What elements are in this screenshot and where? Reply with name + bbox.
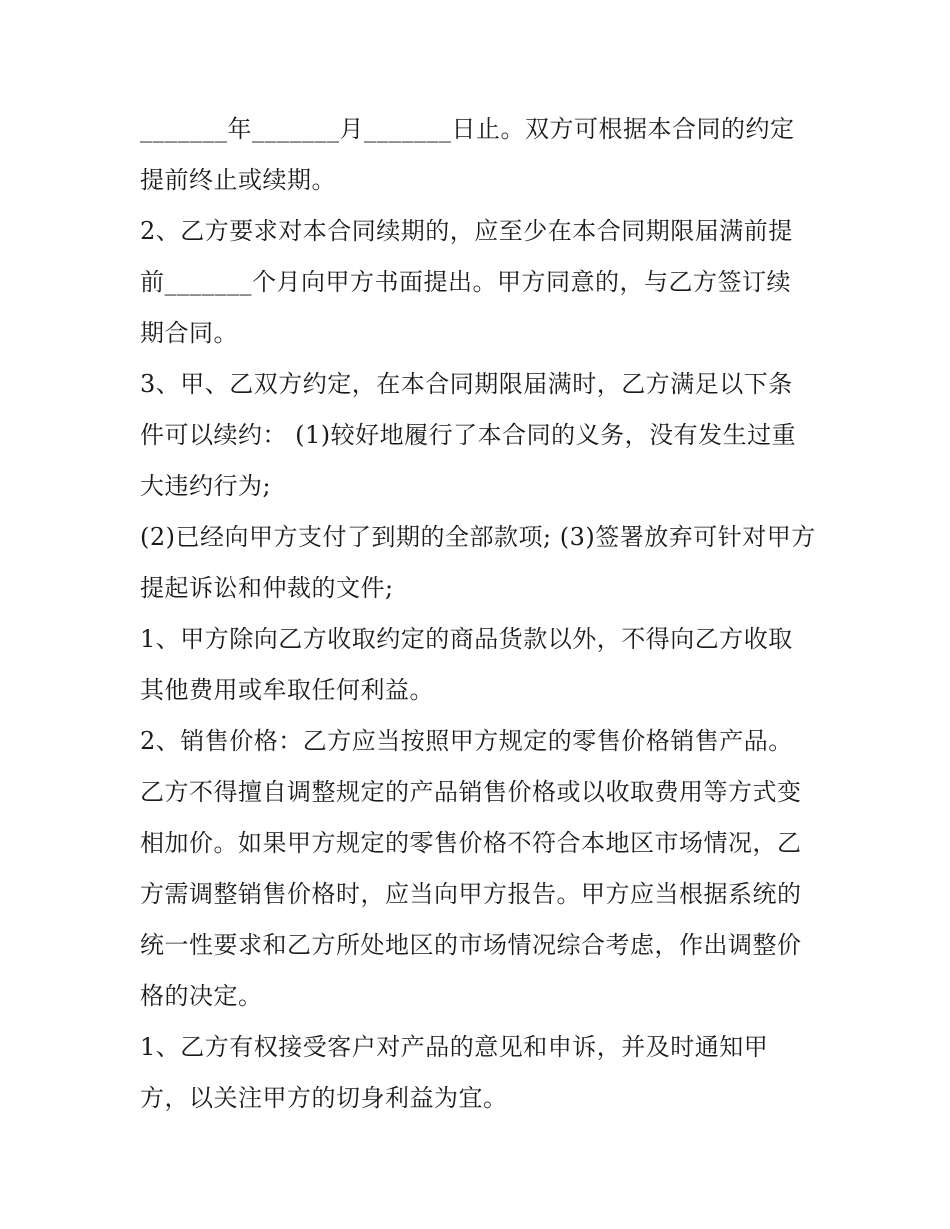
text-line: 乙方不得擅自调整规定的产品销售价格或以收取费用等方式变	[140, 778, 802, 806]
text-line: 提前终止或续期。	[140, 166, 336, 194]
text-line: 2、销售价格：乙方应当按照甲方规定的零售价格销售产品。	[140, 727, 793, 755]
text-line: (2)已经向甲方支付了到期的全部款项; (3)签署放弃可针对甲方	[140, 523, 816, 551]
text-line: 其他费用或牟取任何利益。	[140, 676, 434, 704]
text-line: 2、乙方要求对本合同续期的，应至少在本合同期限届满前提	[140, 217, 793, 245]
text-line: 统一性要求和乙方所处地区的市场情况综合考虑，作出调整价	[140, 931, 802, 959]
text-line: 相加价。如果甲方规定的零售价格不符合本地区市场情况，乙	[140, 829, 802, 857]
text-line: 件可以续约： (1)较好地履行了本合同的义务，没有发生过重	[140, 421, 797, 449]
text-line: 大违约行为;	[140, 472, 272, 500]
text-line: 3、甲、乙双方约定，在本合同期限届满时，乙方满足以下条	[140, 370, 793, 398]
text-line: 期合同。	[140, 319, 238, 347]
text-line: 1、乙方有权接受客户对产品的意见和申诉，并及时通知甲	[140, 1033, 769, 1061]
document-body	[140, 104, 830, 1124]
text-line: 前_______个月向甲方书面提出。甲方同意的，与乙方签订续	[140, 268, 791, 296]
text-line: 方，以关注甲方的切身利益为宜。	[140, 1084, 508, 1112]
text-line: 提起诉讼和仲裁的文件;	[140, 574, 394, 602]
text-line: _______年_______月_______日止。双方可根据本合同的约定	[140, 115, 795, 143]
text-line: 方需调整销售价格时，应当向甲方报告。甲方应当根据系统的	[140, 880, 802, 908]
text-line: 格的决定。	[140, 982, 263, 1010]
text-line: 1、甲方除向乙方收取约定的商品货款以外，不得向乙方收取	[140, 625, 793, 653]
